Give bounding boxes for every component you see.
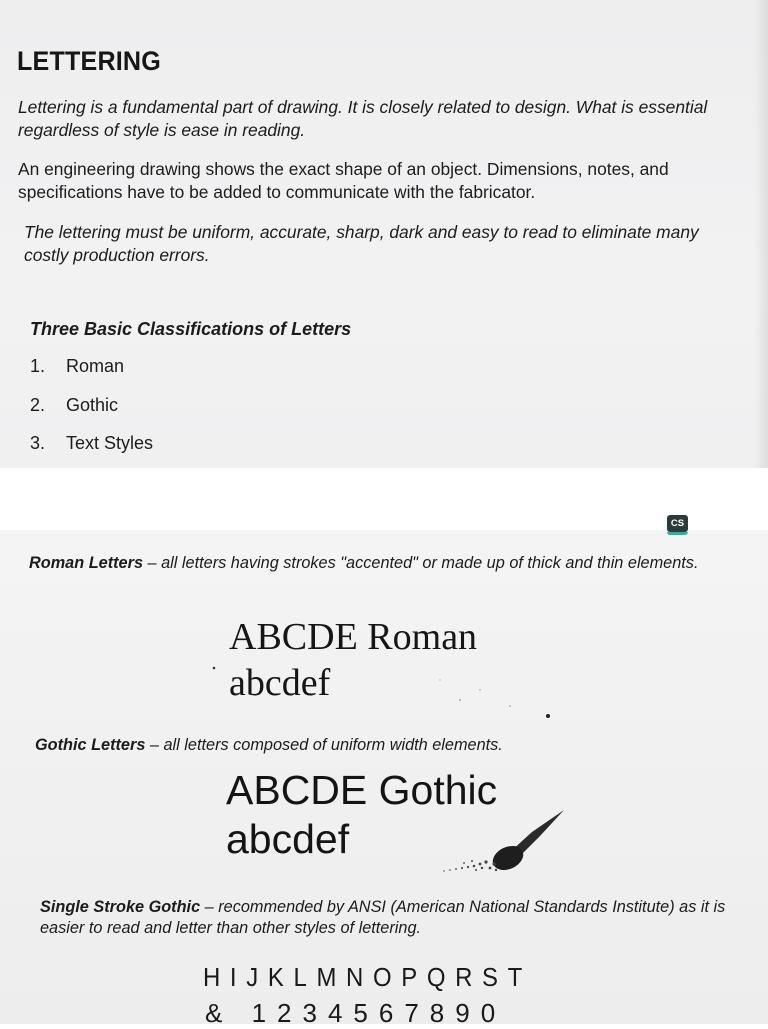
roman-definition: [29, 553, 734, 574]
gothic-definition: [35, 735, 740, 756]
roman-sample-lowercase: abcdef: [229, 662, 331, 704]
camscanner-icon: CS: [667, 515, 688, 532]
page-gap: [0, 468, 768, 520]
single-stroke-numerals: & 1234567890: [205, 998, 507, 1028]
list-label: Roman: [66, 356, 125, 376]
lettering-requirements-paragraph: The lettering must be uniform, accurate, sharp, dark and easy to read to eliminate many costly production errors.: [24, 222, 699, 265]
list-item: [30, 395, 153, 434]
gothic-definition-text: – all letters composed of uniform width elements.: [145, 736, 503, 754]
roman-term: Roman Letters: [29, 554, 143, 572]
single-stroke-definition-text: – recommended by ANSI (American National Standards Institute) as it is easier to read and letter than other styles of lettering.: [40, 898, 726, 937]
list-label: Text Styles: [66, 433, 154, 453]
list-item: [30, 356, 153, 395]
engineering-drawing-paragraph: An engineering drawing shows the exact shape of an object. Dimensions, notes, and specifications have to be added to communicate with the fabricator.: [18, 159, 669, 202]
list-label: Gothic: [66, 394, 119, 415]
single-stroke-alphabet: HIJKLMNOPQRST: [203, 962, 532, 992]
intro-paragraph: Lettering is a fundamental part of drawing. It is closely related to design. What is essential regardless of style is ease in reading.: [18, 97, 708, 140]
page-title: LETTERING: [17, 46, 161, 76]
roman-sample-uppercase: ABCDE Roman: [229, 616, 478, 658]
single-stroke-definition: [40, 897, 752, 939]
list-number: 3.: [30, 433, 46, 453]
list-item: [30, 433, 153, 468]
gothic-sample-lowercase: abcdef: [226, 816, 350, 862]
roman-definition-text: – all letters having strokes "accented" or made up of thick and thin elements.: [143, 554, 699, 572]
pen-nib-icon: [436, 806, 568, 878]
list-number: 2.: [30, 394, 46, 415]
gothic-term: Gothic Letters: [35, 736, 146, 754]
classifications-heading: Three Basic Classifications of Letters: [30, 319, 352, 339]
gothic-sample-uppercase: ABCDE Gothic: [226, 767, 498, 813]
classifications-list: [30, 356, 153, 468]
page-one: [0, 0, 768, 468]
single-stroke-term: Single Stroke Gothic: [40, 898, 201, 916]
scan-speckles: [210, 660, 570, 730]
list-number: 1.: [30, 356, 46, 376]
